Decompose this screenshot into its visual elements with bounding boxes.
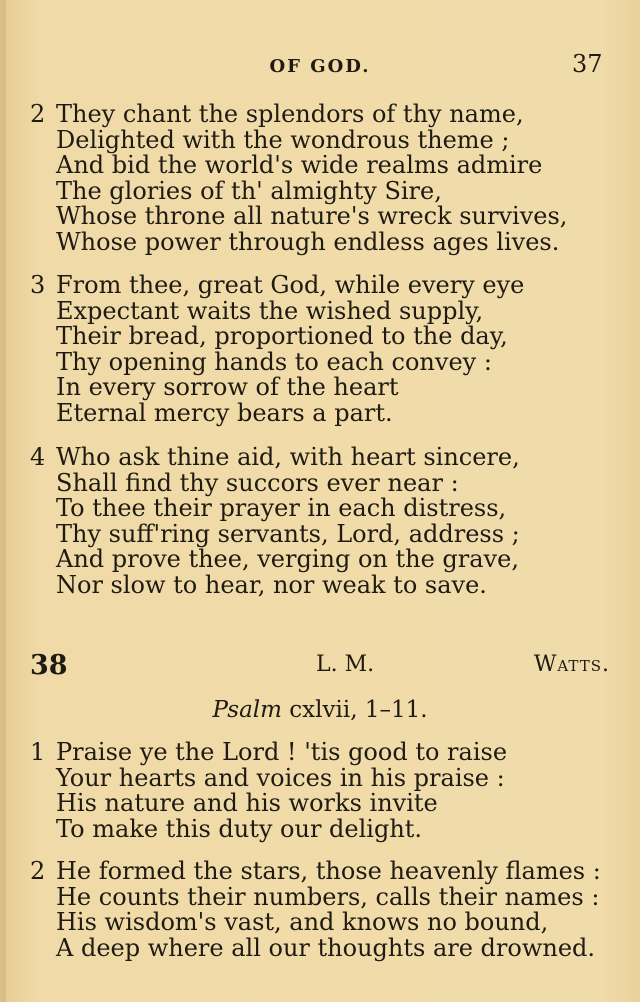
- stanza-number: 3: [30, 271, 46, 299]
- verse-line: In every sorrow of the heart: [56, 373, 399, 401]
- running-header: OF GOD.: [269, 56, 371, 77]
- psalm-reference: [0, 697, 640, 723]
- verse-line: 1 Praise ye the Lord ! 'tis good to raise: [30, 738, 508, 766]
- hymn-number: 38: [30, 650, 68, 681]
- verse-line: His wisdom's vast, and knows no bound,: [56, 908, 549, 936]
- verse-line: Thy suff'ring servants, Lord, address ;: [56, 519, 520, 548]
- verse-line: 2 They chant the splendors of thy name,: [30, 100, 524, 128]
- stanza-number: 2: [30, 100, 46, 128]
- verse-line: 3 From thee, great God, while every eye: [30, 271, 525, 299]
- psalm-label: Psalm: [212, 697, 282, 723]
- stanza-number: 4: [30, 443, 46, 471]
- verse-line: Their bread, proportioned to the day,: [56, 322, 508, 350]
- stanza-number: 1: [30, 738, 46, 766]
- verse-line: Thy opening hands to each convey :: [56, 347, 492, 376]
- verse-line: He counts their numbers, calls their names :: [56, 882, 600, 911]
- verse-line: To make this duty our delight.: [56, 814, 423, 843]
- page-number: 37: [572, 50, 603, 78]
- verse-line: Eternal mercy bears a part.: [56, 398, 393, 427]
- verse-line: The glories of th' almighty Sire,: [56, 176, 442, 205]
- verse-line: Whose power through endless ages lives.: [56, 227, 560, 256]
- verse-line: And bid the world's wide realms admire: [56, 151, 543, 179]
- psalm-ref: cxlvii, 1–11.: [289, 697, 428, 723]
- stanza: [30, 445, 630, 598]
- stanza: [30, 102, 630, 255]
- hymn-header: [30, 650, 610, 680]
- stanza: [30, 740, 630, 842]
- stanza: [30, 273, 630, 426]
- hymn-meter: L. M.: [316, 652, 375, 677]
- verse-line: Whose throne all nature's wreck survives,: [56, 202, 568, 230]
- page-edge: [0, 0, 6, 1002]
- stanza-number: 2: [30, 857, 46, 885]
- verse-line: 2 He formed the stars, those heavenly flames :: [30, 857, 601, 885]
- verse-line: To thee their prayer in each distress,: [56, 494, 507, 522]
- verse-line: Nor slow to hear, nor weak to save.: [56, 570, 487, 599]
- verse-line: A deep where all our thoughts are drowned.: [56, 933, 596, 962]
- verse-line: And prove thee, verging on the grave,: [56, 545, 519, 573]
- verse-line: Delighted with the wondrous theme ;: [56, 125, 510, 154]
- verse-line: Expectant waits the wished supply,: [56, 296, 484, 325]
- verse-line: Shall find thy succors ever near :: [56, 468, 459, 497]
- verse-line: Your hearts and voices in his praise :: [56, 763, 505, 792]
- verse-line: 4 Who ask thine aid, with heart sincere,: [30, 443, 520, 471]
- verse-line: His nature and his works invite: [56, 789, 438, 817]
- hymn-author: Watts.: [533, 652, 610, 677]
- stanza: [30, 859, 630, 961]
